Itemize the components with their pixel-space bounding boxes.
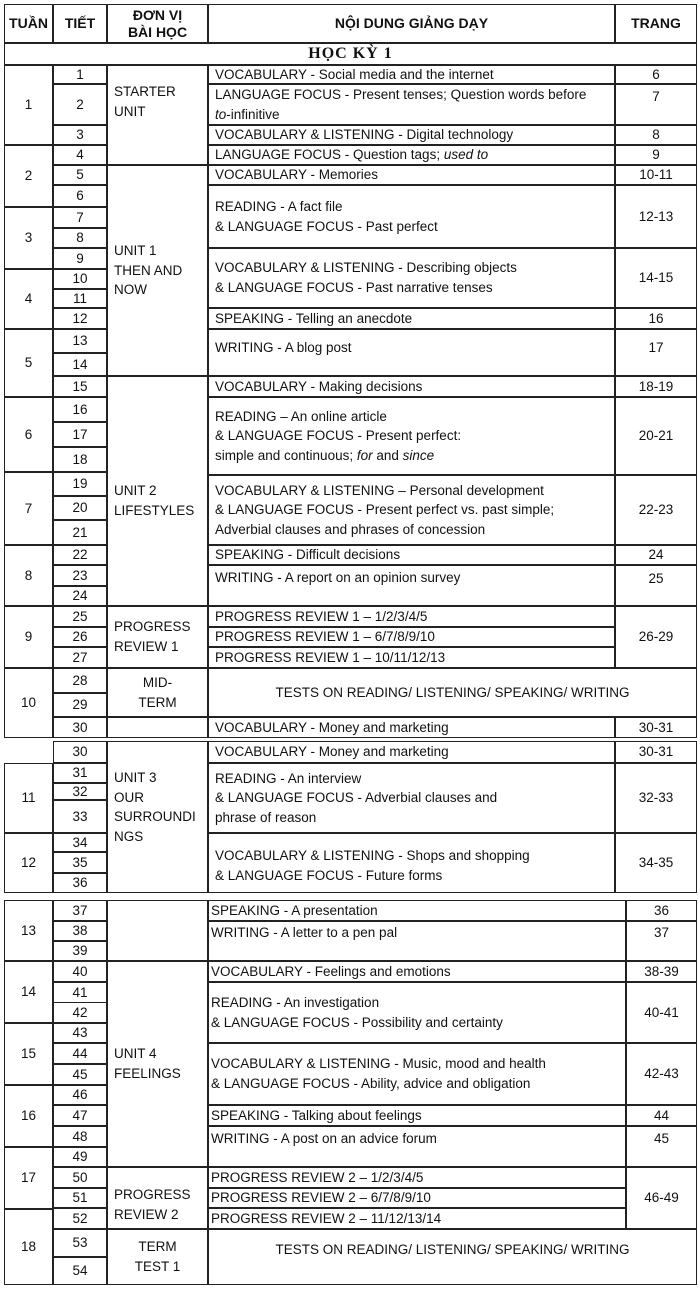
period-number: 23 [72, 567, 88, 583]
period-number: 16 [72, 401, 88, 417]
period-number: 25 [72, 608, 88, 624]
content-row: PROGRESS REVIEW 2 – 11/12/13/14 [208, 1208, 626, 1229]
period-number: 18 [72, 451, 88, 467]
period-cell [53, 1126, 107, 1147]
period-number: 39 [72, 943, 88, 959]
week-cell: 15 [4, 1023, 53, 1085]
week-cell: 5 [4, 329, 53, 397]
period-cell [53, 1229, 107, 1257]
page-cell: 32-33 [615, 763, 697, 833]
period-number: 26 [72, 629, 88, 645]
page-cell: 30-31 [615, 741, 697, 763]
week-cell: 9 [4, 606, 53, 668]
content-row: WRITING - A report on an opinion survey [208, 565, 615, 606]
period-number: 15 [72, 378, 88, 394]
period-cell [53, 717, 107, 738]
page-cell: 46-49 [626, 1167, 697, 1229]
content-row: VOCABULARY & LISTENING - Digital technology [208, 125, 615, 145]
page-cell: 44 [626, 1105, 697, 1126]
content-row: SPEAKING - Talking about feelings [208, 1105, 626, 1126]
period-cell [53, 1002, 107, 1023]
period-cell [53, 941, 107, 961]
period-number: 21 [72, 524, 88, 540]
period-cell [53, 606, 107, 627]
period-cell [53, 852, 107, 873]
period-number: 17 [72, 426, 88, 442]
period-cell [53, 1105, 107, 1126]
period-number: 32 [72, 783, 88, 799]
content-row: READING - A fact file & LANGUAGE FOCUS - Past perfect [208, 185, 615, 248]
period-cell [53, 1085, 107, 1105]
semester-title: HỌC KỲ 1 [4, 43, 697, 65]
page-cell: 37 [626, 921, 697, 961]
mid-term-tests-row: TESTS ON READING/ LISTENING/ SPEAKING/ WRITING [208, 668, 697, 717]
period-number: 7 [76, 209, 84, 225]
period-cell [53, 1208, 107, 1229]
period-cell [53, 627, 107, 647]
period-number: 20 [72, 500, 88, 516]
period-cell [53, 1023, 107, 1043]
period-number: 38 [72, 923, 88, 939]
period-cell [53, 647, 107, 668]
period-number: 36 [72, 875, 88, 891]
content-line: simple and continuous; for and since [215, 447, 435, 463]
period-number: 9 [76, 250, 84, 266]
content-row: WRITING - A blog post [208, 329, 615, 376]
week-cell: 4 [4, 269, 53, 329]
page-cell: 24 [615, 545, 697, 565]
unit-blank [107, 717, 208, 738]
page-cell: 45 [626, 1126, 697, 1167]
period-number: 51 [72, 1190, 88, 1206]
period-number: 50 [72, 1169, 88, 1185]
unit-mid-term: MID- TERM [107, 668, 208, 717]
period-cell [53, 873, 107, 893]
page-cell: 18-19 [615, 376, 697, 397]
content-row: SPEAKING - A presentation [208, 900, 626, 921]
content-row: VOCABULARY - Money and marketing [208, 717, 615, 738]
content-row: PROGRESS REVIEW 1 – 10/11/12/13 [208, 647, 615, 668]
week-cell: 13 [4, 900, 53, 961]
page-cell: 17 [615, 329, 697, 376]
period-cell [53, 1147, 107, 1167]
period-cell [53, 289, 107, 308]
content-row: PROGRESS REVIEW 1 – 6/7/8/9/10 [208, 627, 615, 647]
page-break [0, 893, 700, 900]
term-tests-row: TESTS ON READING/ LISTENING/ SPEAKING/ WRITING [208, 1229, 697, 1285]
period-cell [53, 900, 107, 921]
content-row: READING - An investigation & LANGUAGE FOCUS - Possibility and certainty [208, 982, 626, 1043]
period-number: 27 [72, 649, 88, 665]
period-number: 19 [72, 476, 88, 492]
period-cell [53, 165, 107, 185]
page-cell: 8 [615, 125, 697, 145]
week-cell: 11 [4, 763, 53, 833]
period-cell [53, 308, 107, 329]
unit-1: UNIT 1 THEN AND NOW [107, 165, 208, 376]
unit-3: UNIT 3 OUR SURROUNDI NGS [107, 741, 208, 893]
content-row: VOCABULARY - Money and marketing [208, 741, 615, 763]
period-cell [53, 228, 107, 248]
header-week: TUẦN [4, 4, 53, 43]
week-cell: 2 [4, 145, 53, 207]
period-cell [53, 65, 107, 84]
unit-4: UNIT 4 FEELINGS [107, 961, 208, 1167]
period-cell [53, 982, 107, 1003]
period-cell [53, 145, 107, 165]
period-number: 43 [72, 1025, 88, 1041]
period-cell [53, 1064, 107, 1085]
content-row: VOCABULARY - Making decisions [208, 376, 615, 397]
period-cell [53, 565, 107, 586]
period-number: 8 [76, 230, 84, 246]
header-page: TRANG [615, 4, 697, 43]
period-number: 12 [72, 310, 88, 326]
week-cell: 16 [4, 1085, 53, 1147]
period-number: 24 [72, 588, 88, 604]
week-cell: 3 [4, 207, 53, 269]
content-row: READING - An interview & LANGUAGE FOCUS - Adverbial clauses and phrase of reason [208, 763, 615, 833]
period-cell [53, 921, 107, 941]
page-cell: 12-13 [615, 185, 697, 248]
period-cell [53, 329, 107, 353]
page-cell: 36 [626, 900, 697, 921]
period-number: 30 [72, 719, 88, 735]
unit-progress-review-2: PROGRESS REVIEW 2 [107, 1167, 208, 1229]
period-cell [53, 1043, 107, 1064]
unit-blank [107, 900, 208, 961]
page-cell: 9 [615, 145, 697, 165]
period-number: 54 [72, 1263, 88, 1279]
period-number: 44 [72, 1045, 88, 1061]
period-cell [53, 447, 107, 472]
period-number: 31 [72, 765, 88, 781]
content-row: LANGUAGE FOCUS - Present tenses; Question words before to-infinitive [208, 84, 615, 125]
page-cell: 14-15 [615, 248, 697, 308]
period-cell [53, 1167, 107, 1188]
content-row: PROGRESS REVIEW 1 – 1/2/3/4/5 [208, 606, 615, 627]
page-break [0, 738, 700, 741]
content-row: WRITING - A letter to a pen pal [208, 921, 626, 961]
week-cell: 7 [4, 472, 53, 545]
period-number: 47 [72, 1107, 88, 1123]
header-period: TIẾT [53, 4, 107, 43]
page-cell: 38-39 [626, 961, 697, 982]
period-cell [53, 472, 107, 496]
period-cell [53, 1257, 107, 1285]
content-line: LANGUAGE FOCUS - Question tags; used to [215, 147, 489, 163]
period-cell [53, 741, 107, 763]
period-number: 6 [76, 188, 84, 204]
content-row: VOCABULARY & LISTENING – Personal development & LANGUAGE FOCUS - Present perfect vs. past simple; Adverbial clauses and phrases of concession [208, 475, 615, 545]
page-cell: 30-31 [615, 717, 697, 738]
content-row: VOCABULARY & LISTENING - Describing objects & LANGUAGE FOCUS - Past narrative tenses [208, 248, 615, 308]
period-cell [53, 520, 107, 545]
page-cell: 16 [615, 308, 697, 329]
period-number: 42 [72, 1004, 88, 1020]
period-number: 53 [72, 1235, 88, 1251]
period-cell [53, 269, 107, 289]
period-cell [53, 248, 107, 269]
page-cell: 25 [615, 565, 697, 606]
period-number: 5 [76, 167, 84, 183]
period-number: 49 [72, 1149, 88, 1165]
period-number: 13 [72, 333, 88, 349]
period-cell [53, 1188, 107, 1208]
content-row: VOCABULARY & LISTENING - Music, mood and health & LANGUAGE FOCUS - Ability, advice and obligation [208, 1043, 626, 1105]
period-cell [53, 353, 107, 376]
period-cell [53, 125, 107, 145]
page-cell: 26-29 [615, 606, 697, 668]
period-number: 29 [72, 697, 88, 713]
content-row: PROGRESS REVIEW 2 – 6/7/8/9/10 [208, 1188, 626, 1208]
period-number: 4 [76, 147, 84, 163]
week-cell: 14 [4, 961, 53, 1023]
period-number: 3 [76, 127, 84, 143]
period-cell [53, 422, 107, 447]
header-content: NỘI DUNG GIẢNG DẠY [208, 4, 615, 43]
period-number: 46 [72, 1087, 88, 1103]
period-cell [53, 763, 107, 783]
content-line: to-infinitive [215, 106, 280, 122]
unit-2: UNIT 2 LIFESTYLES [107, 376, 208, 606]
content-row: VOCABULARY - Memories [208, 165, 615, 185]
period-number: 52 [72, 1210, 88, 1226]
period-number: 40 [72, 963, 88, 979]
period-number: 28 [72, 672, 88, 688]
content-row: VOCABULARY & LISTENING - Shops and shopping & LANGUAGE FOCUS - Future forms [208, 833, 615, 893]
content-row: VOCABULARY - Feelings and emotions [208, 961, 626, 982]
content-row: VOCABULARY - Social media and the internet [208, 65, 615, 84]
period-cell [53, 833, 107, 852]
week-cell: 1 [4, 65, 53, 145]
period-cell [53, 376, 107, 397]
content-row: READING – An online article & LANGUAGE FOCUS - Present perfect: simple and continuous; for and since [208, 397, 615, 475]
header-unit: ĐƠN VỊ BÀI HỌC [107, 4, 208, 43]
period-cell [53, 668, 107, 693]
unit-starter: STARTER UNIT [107, 65, 208, 165]
page-cell: 7 [615, 84, 697, 125]
period-cell [53, 693, 107, 717]
period-cell [53, 207, 107, 228]
content-row: SPEAKING - Difficult decisions [208, 545, 615, 565]
period-cell [53, 783, 107, 800]
period-number: 11 [72, 290, 87, 306]
period-cell [53, 961, 107, 982]
period-cell [53, 586, 107, 606]
period-number: 41 [72, 984, 88, 1000]
content-row [208, 145, 615, 165]
period-number: 35 [72, 854, 88, 870]
period-number: 2 [76, 96, 84, 112]
period-number: 45 [72, 1066, 88, 1082]
period-number: 37 [72, 902, 88, 918]
page-cell: 10-11 [615, 165, 697, 185]
page-cell: 34-35 [615, 833, 697, 893]
period-number: 14 [72, 356, 88, 372]
unit-progress-review-1: PROGRESS REVIEW 1 [107, 606, 208, 668]
content-row: PROGRESS REVIEW 2 – 1/2/3/4/5 [208, 1167, 626, 1188]
period-cell [53, 545, 107, 565]
period-cell [53, 84, 107, 125]
period-cell [53, 185, 107, 207]
page-cell: 22-23 [615, 475, 697, 545]
page-cell: 6 [615, 65, 697, 84]
period-number: 1 [76, 66, 84, 82]
content-row: SPEAKING - Telling an anecdote [208, 308, 615, 329]
period-number: 48 [72, 1128, 88, 1144]
period-number: 22 [72, 547, 88, 563]
week-cell: 12 [4, 833, 53, 893]
week-cell: 8 [4, 545, 53, 606]
week-cell: 6 [4, 397, 53, 472]
period-number: 33 [72, 808, 88, 824]
week-cell: 17 [4, 1147, 53, 1209]
week-cell: 18 [4, 1209, 53, 1285]
page-cell: 20-21 [615, 397, 697, 475]
period-cell [53, 397, 107, 422]
page-cell: 42-43 [626, 1043, 697, 1105]
week-cell: 10 [4, 668, 53, 738]
content-row: WRITING - A post on an advice forum [208, 1126, 626, 1167]
period-cell [53, 800, 107, 833]
period-number: 34 [72, 834, 88, 850]
period-number: 30 [72, 744, 88, 760]
period-number: 10 [72, 271, 88, 287]
page-cell: 40-41 [626, 982, 697, 1043]
unit-term-test: TERM TEST 1 [107, 1229, 208, 1285]
period-cell [53, 496, 107, 520]
